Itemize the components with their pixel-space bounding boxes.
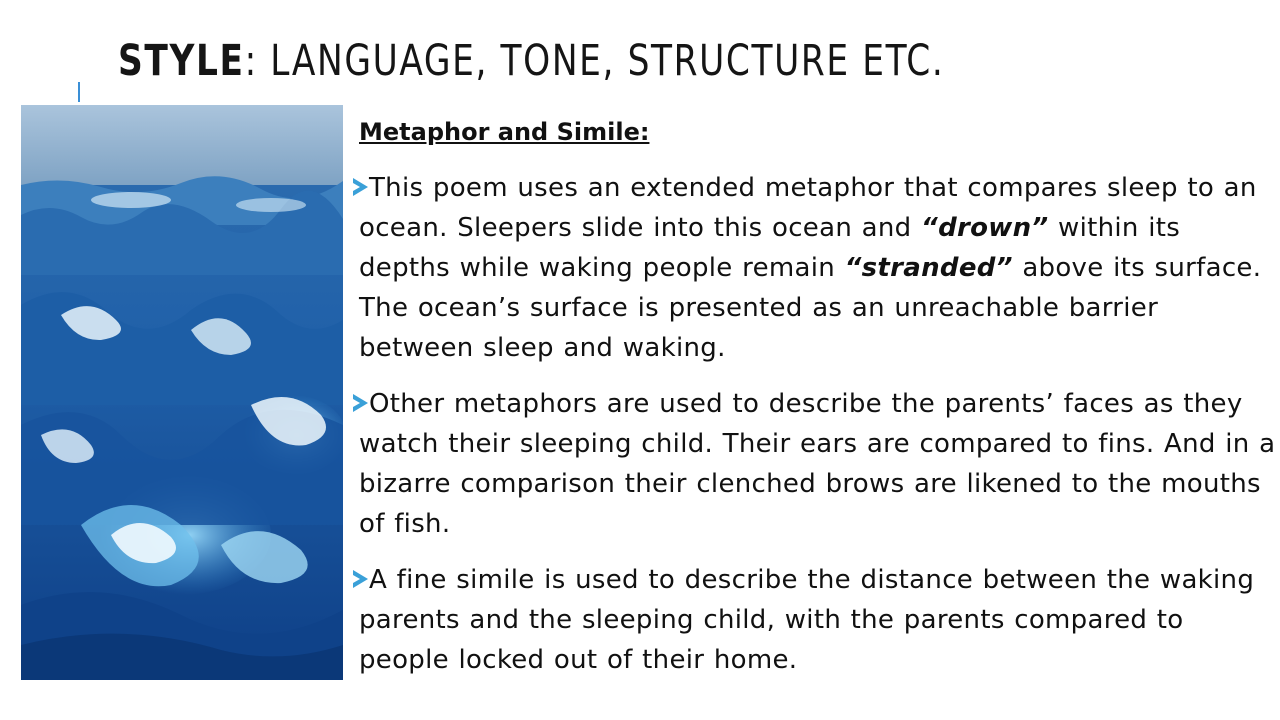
bullet-text-part: within its depths while waking people remain — [359, 213, 1181, 283]
section-heading: Metaphor and Simile: — [359, 118, 650, 146]
slide-title — [118, 36, 944, 88]
bullet-item — [359, 168, 1280, 368]
content-area — [359, 112, 1280, 680]
quoted-word-stranded: “stranded” — [844, 253, 1013, 283]
bullet-item — [359, 560, 1280, 680]
bullet-text-part: This poem uses an extended metaphor that compares sleep to an ocean. Sleepers slide into this ocean and — [359, 173, 1257, 243]
bullet-arrow-icon — [353, 394, 368, 412]
title-lead: STYLE — [118, 36, 245, 86]
ocean-waves-image — [21, 105, 343, 680]
quoted-word-drown: “drown” — [921, 213, 1049, 243]
bullet-item — [359, 384, 1280, 544]
bullet-text — [359, 168, 1280, 368]
bullet-text: Other metaphors are used to describe the parents’ faces as they watch their sleeping child. Their ears are compared to fins. And in a bizarre comparison their clenched brows are likened to the mouths of fish. — [359, 389, 1276, 539]
title-rest: : LANGUAGE, TONE, STRUCTURE ETC. — [244, 36, 945, 86]
bullet-text: A fine simile is used to describe the distance between the waking parents and the sleeping child, with the parents compared to people locked out of their home. — [359, 565, 1255, 675]
accent-line — [78, 82, 80, 102]
bullet-text-part: above its surface. The ocean’s surface is presented as an unreachable barrier between sleep and waking. — [359, 253, 1262, 363]
bullet-arrow-icon — [353, 178, 368, 196]
bullet-arrow-icon — [353, 570, 368, 588]
